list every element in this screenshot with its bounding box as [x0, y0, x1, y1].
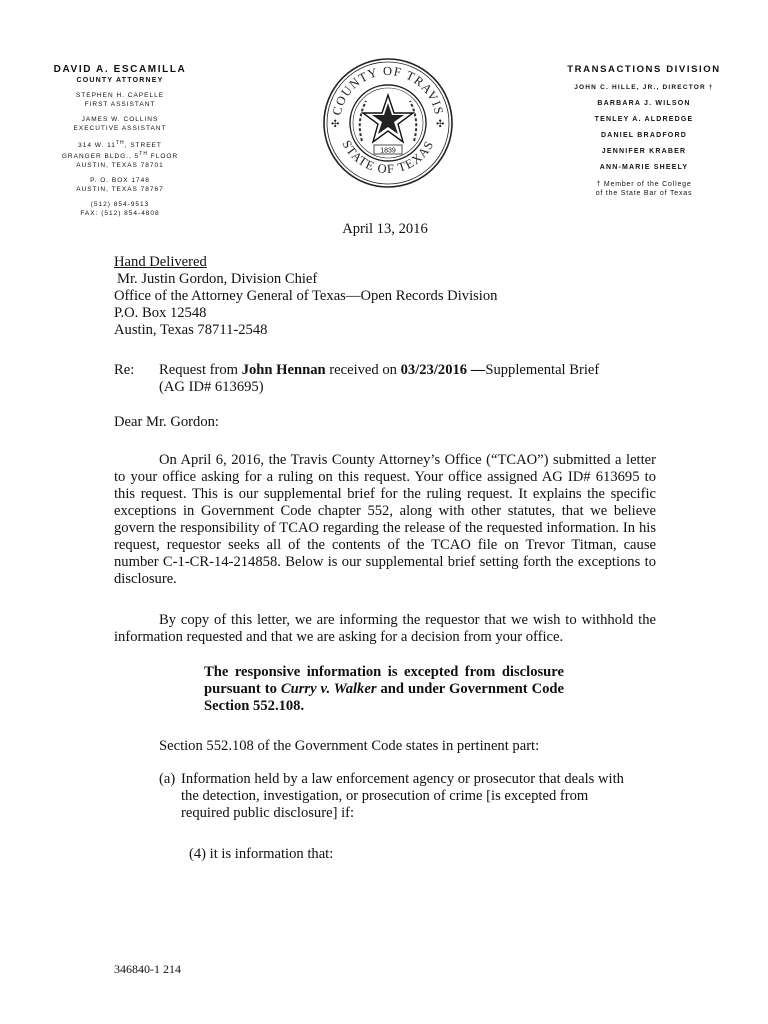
section-heading: The responsive information is excepted from disclosure pursuant to Curry v. Walker and under Government Code Section 552.108. [204, 664, 564, 714]
recipient-line: Office of the Attorney General of Texas—Open Records Division [114, 288, 498, 304]
exec-assistant-name: JAMES W. COLLINS [81, 116, 159, 123]
division-member: JENNIFER KRABER [601, 148, 687, 155]
po-box: P. O. BOX 1748 [90, 177, 150, 185]
address-building: GRANGER BLDG., 5TH FLOOR [61, 151, 179, 161]
subsection-a-label: (a) [159, 771, 176, 787]
seal-top-text: COUNTY OF TRAVIS [329, 63, 447, 117]
county-attorney-title: COUNTY ATTORNEY [76, 77, 164, 84]
phone: (512) 854-9513 [90, 201, 150, 209]
paragraph-1: On April 6, 2016, the Travis County Attorney’s Office (“TCAO”) submitted a letter to your office asking for a ruling on this request. Your office assigned AG ID# 613695 to this request. This is our supplemental brief for the ruling request. It explains the specific exceptions in Government Code chapter 552, along with other statutes, that we believe govern the responsibility of TCAO regarding the release of the requested information. In his request, requestor seeks all of the contents of the TCAO file on Trevor Titman, cause number C-1-CR-14-214858. Below is our supplemental brief setting forth the exceptions to disclosure. [114, 452, 656, 587]
division-members [560, 83, 728, 172]
recipient-line: Austin, Texas 78711-2548 [114, 322, 268, 338]
subsection-4: (4) it is information that: [189, 846, 334, 862]
svg-text:STATE OF TEXAS [339, 138, 436, 176]
re-subject: Request from John Hennan received on 03/23/2016 —Supplemental Brief (AG ID# 613695) [159, 362, 600, 395]
paragraph-2: By copy of this letter, we are informing the requestor that we wish to withhold the information requested and that we are asking for a decision from your office. [114, 612, 656, 645]
delivery-method: Hand Delivered [114, 254, 207, 270]
letterhead-left [40, 64, 200, 218]
member-note: † Member of the College of the State Bar of Texas [595, 181, 693, 197]
svg-text:✣: ✣ [331, 119, 340, 130]
county-seal-logo [322, 57, 454, 189]
division-member: JOHN C. HILLE, JR., DIRECTOR † [574, 84, 714, 91]
letter-date: April 13, 2016 [342, 221, 428, 237]
division-member: TENLEY A. ALDREDGE [594, 116, 694, 123]
document-footer: 346840-1 214 [114, 962, 181, 976]
section-intro: Section 552.108 of the Government Code states in pertinent part: [159, 738, 540, 754]
letterhead-right [560, 64, 728, 198]
seal-year: 1839 [380, 147, 396, 155]
first-assistant-title: FIRST ASSISTANT [84, 101, 156, 108]
address-city: AUSTIN, TEXAS 78701 [76, 162, 164, 170]
svg-text:✣: ✣ [436, 119, 445, 130]
county-attorney-name: DAVID A. ESCAMILLA [53, 64, 187, 75]
division-member: DANIEL BRADFORD [601, 132, 687, 139]
recipient-address [114, 254, 497, 339]
salutation: Dear Mr. Gordon: [114, 414, 219, 430]
division-member: BARBARA J. WILSON [597, 100, 691, 107]
address-street: 314 W. 11TH, STREET [78, 140, 162, 150]
division-name: TRANSACTIONS DIVISION [567, 64, 721, 75]
exec-assistant-title: EXECUTIVE ASSISTANT [73, 125, 167, 132]
seal-bottom-text: STATE OF TEXAS [339, 137, 437, 177]
po-city: AUSTIN, TEXAS 78767 [76, 186, 164, 194]
recipient-line: Mr. Justin Gordon, Division Chief [117, 271, 318, 287]
fax: FAX: (512) 854-4808 [80, 210, 160, 218]
re-label: Re: [114, 362, 135, 378]
first-assistant-name: STEPHEN H. CAPELLE [75, 92, 165, 99]
recipient-line: P.O. Box 12548 [114, 305, 207, 321]
subsection-a-text: Information held by a law enforcement agency or prosecutor that deals with the detection, investigation, or prosecution of crime [is excepted from required public disclosure] if: [181, 771, 624, 821]
division-member: ANN-MARIE SHEELY [599, 164, 689, 171]
